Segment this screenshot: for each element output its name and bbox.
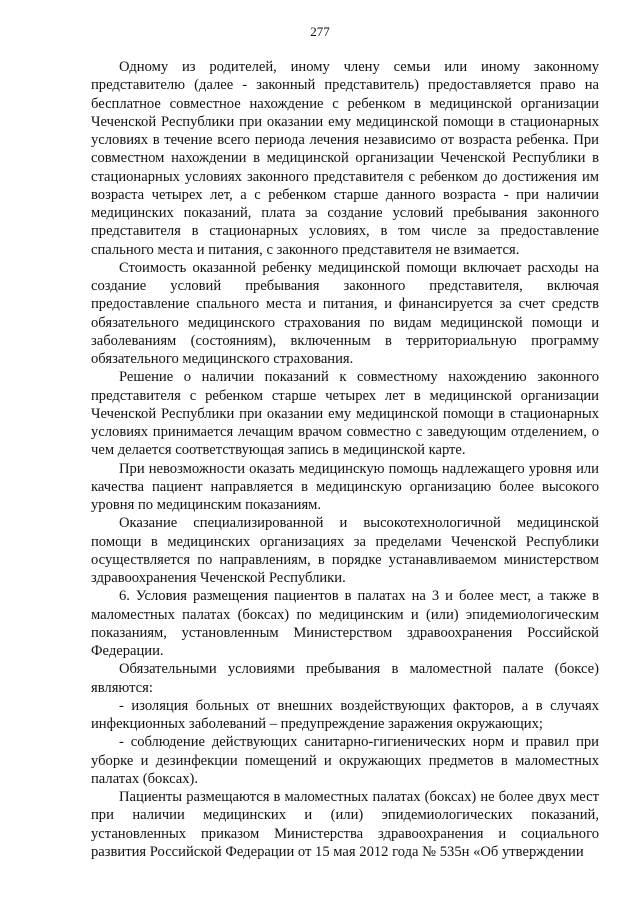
paragraph-specialized-care: Оказание специализированной и высокотехнологичной медицинской помощи в медицинских организациях за пределами Чеченской Республики осуществляется по направлениям, в порядке устанавливаемом министерством здравоохранения Чеченской Республики. <box>91 515 599 586</box>
paragraph-mandatory-conditions: Обязательными условиями пребывания в маломестной палате (боксе) являются: <box>91 661 599 696</box>
paragraph-joint-stay-right: Одному из родителей, иному члену семьи или иному законному представителю (далее - законный представитель) предоставляется право на бесплатное совместное нахождение с ребенком в медицинской организации Чеченской Республики при оказании ему медицинской помощи в стационарных условиях в течение всего периода лечения независимо от возраста ребенка. При совместном нахождении в медицинской организации Чеченской Республики в стационарных условиях законного представителя с ребенком до достижения им возраста четырех лет, а с ребенком старше данного возраста - при наличии медицинских показаний, плата за создание условий пребывания законного представителя в стационарных условиях, в том числе за предоставление спального места и питания, с законного представителя не взимается. <box>91 59 599 258</box>
paragraph-decision-on-indications: Решение о наличии показаний к совместному нахождению законного представителя с ребенком старше четырех лет в медицинской организации Чеченской Республики при оказании ему медицинской помощи в стационарных условиях принимается лечащим врачом совместно с заведующим отделением, о чем делается соответствующая запись в медицинской карте. <box>91 369 599 459</box>
list-item-isolation: - изоляция больных от внешних воздействующих факторов, а в случаях инфекционных заболеваний – предупреждение заражения окружающих; <box>91 697 599 732</box>
page-number: 277 <box>310 24 330 39</box>
paragraph-cost-of-care: Стоимость оказанной ребенку медицинской помощи включает расходы на создание условий пребывания законного представителя, включая предоставление спального места и питания, и финансируется за счет средств обязательного медицинского страхования по видам медицинской помощи и заболеваниям (состояниям), включенным в территориальную программу обязательного медицинского страхования. <box>91 259 599 367</box>
list-item-sanitary-norms: - соблюдение действующих санитарно-гигиенических норм и правил при уборке и дезинфекции помещений и окружающих предметов в маломестных палатах (боксах). <box>91 734 599 787</box>
paragraph-patient-placement: Пациенты размещаются в маломестных палатах (боксах) не более двух мест при наличии медицинских и (или) эпидемиологических показаний, установленных приказом Министерства здравоохранения и социального развития Российской Федерации от 15 мая 2012 года № 535н «Об утверждении <box>91 789 599 860</box>
paragraph-section-6: 6. Условия размещения пациентов в палатах на 3 и более мест, а также в маломестных палатах (боксах) по медицинским и (или) эпидемиологическим показаниям, установленным Министерством здравоохранения Российской Федерации. <box>91 588 599 659</box>
document-body <box>91 58 599 861</box>
paragraph-referral-higher-level: При невозможности оказать медицинскую помощь надлежащего уровня или качества пациент направляется в медицинскую организацию более высокого уровня по медицинским показаниям. <box>91 460 599 513</box>
